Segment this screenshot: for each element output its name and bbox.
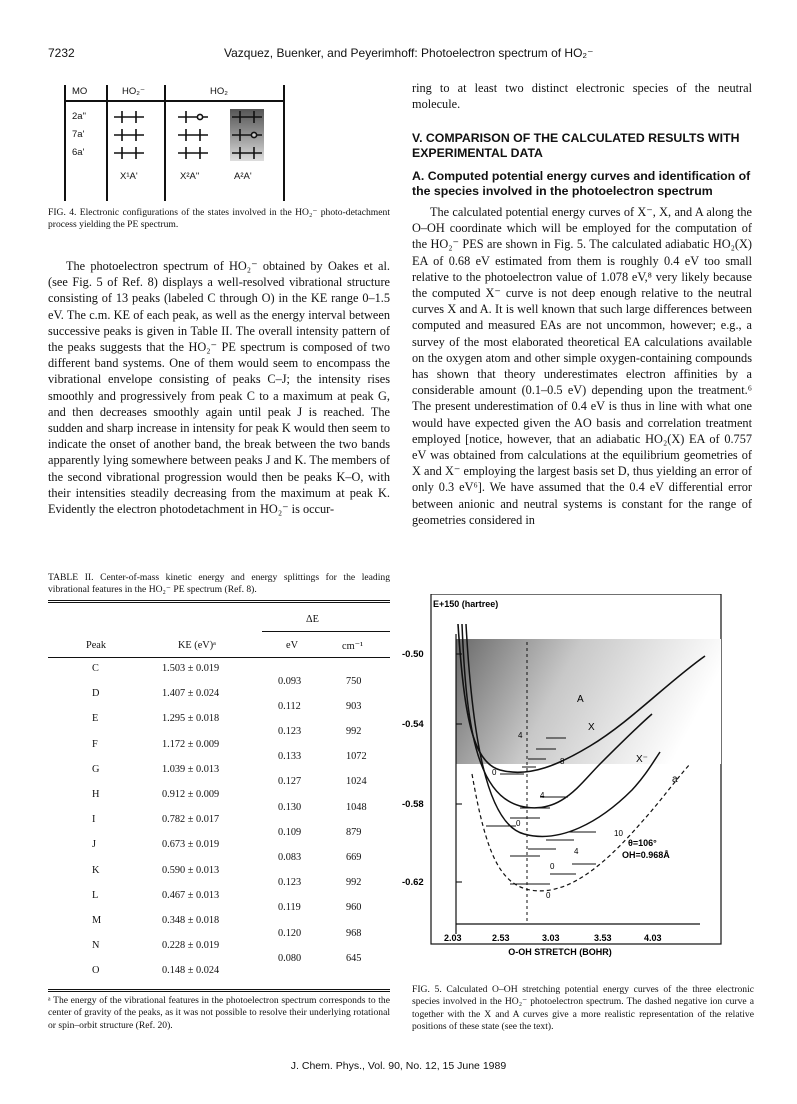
geometry-angle: θ=106°: [628, 838, 657, 848]
curve-label-a: A: [577, 694, 584, 705]
table-cell-peak: J: [92, 839, 97, 851]
table-cell-ev: 0.130: [278, 801, 302, 813]
state-label-x: X²A": [180, 171, 200, 182]
curve-label-x-anion: X⁻: [636, 754, 648, 765]
y-tick-label: -0.62: [402, 877, 424, 888]
table-cell-peak: G: [92, 763, 100, 775]
x-tick-label: 3.03: [542, 933, 560, 943]
table-top-rule-2: [48, 602, 390, 603]
level-label: 4: [540, 791, 545, 800]
geometry-oh: OH=0.968Å: [622, 850, 670, 860]
orbital-occupations: [64, 85, 286, 203]
running-title: Vazquez, Buenker, and Peyerimhoff: Photoelectron spectrum of HO₂⁻: [224, 46, 594, 60]
table-cell-ev: 0.123: [278, 877, 302, 889]
table-cell-ke: 0.148 ± 0.024: [162, 965, 220, 977]
table-cell-ev: 0.093: [278, 675, 302, 687]
delta-e-header: ΔE: [306, 614, 319, 625]
table-cell-ke: 0.912 ± 0.009: [162, 789, 220, 800]
table-cell-cm: 903: [346, 700, 362, 712]
y-tick-label: -0.50: [402, 649, 424, 660]
table-cell-ke: 0.228 ± 0.019: [162, 940, 220, 952]
level-label: 4: [518, 731, 523, 740]
table2-footnote: ᵃ The energy of the vibrational features in the photoelectron spectrum corresponds to the center of gravity of the peaks, as it was not possible to resolve their underlying rotational or spin–orbit structure (Ref. 20).: [48, 995, 390, 1031]
table-bottom-rule-2: [48, 991, 390, 992]
table-cell-cm: 992: [346, 877, 362, 889]
table-cell-ev: 0.083: [278, 852, 302, 863]
delta-e-rule: [262, 631, 390, 632]
fig4-mo-diagram: [64, 85, 286, 203]
fig5-geometry-note: [622, 838, 670, 860]
table-cell-cm: 960: [346, 902, 362, 914]
section-heading: V. COMPARISON OF THE CALCULATED RESULTS WITH EXPERIMENTAL DATA: [412, 131, 740, 160]
table-cell-peak: D: [92, 688, 100, 700]
table-cell-peak: L: [92, 889, 99, 901]
ho2-anion-col-header: HO₂⁻: [122, 86, 145, 97]
mo-col-header: MO: [72, 86, 88, 97]
level-label: 10: [614, 829, 623, 838]
table-cell-peak: M: [92, 915, 102, 926]
table-cell-cm: 669: [346, 852, 362, 863]
table-cell-ev: 0.120: [278, 927, 302, 939]
journal-footer: J. Chem. Phys., Vol. 90, No. 12, 15 June 1989: [290, 1060, 507, 1072]
table-cell-cm: 968: [346, 927, 362, 939]
y-tick-label: -0.54: [402, 719, 424, 730]
left-body-paragraph: The photoelectron spectrum of HO₂⁻ obtained by Oakes et al. (see Fig. 5 of Ref. 8) displays a well-resolved vibrational structure consisting of 13 peaks (labeled C through O) in the KE range 0–1.5 eV. The c.m. KE of each peak, as well as the energy interval between successive peaks is given in Table II. The overall intensity pattern of the peaks suggests that the HO₂⁻ PE spectrum is composed of two different band systems. One of them would seem to encompass the vibrational envelope consisting of peaks C–J; the intensity rises smoothly and progressively from peak C to a maximum at peak G, and then decreases smoothly again until peak J is reached. The sudden and sharp increase in intensity for peak K would then seem to indicate the onset of another band, the break between the two bands apparently lying somewhere between peaks J and K. The members of the second vibrational progression would then be peaks K–O, with their intensities steadily decreasing from the maximum at peak K. Evidently the electron photodetachment in HO₂⁻ is occur-: [48, 259, 390, 517]
table-top-rule: [48, 600, 390, 601]
table-cell-peak: H: [92, 789, 100, 800]
table-header-rule: [48, 657, 390, 658]
table-cell-ev: 0.127: [278, 776, 302, 788]
x-tick-label: 2.53: [492, 933, 510, 943]
table-cell-cm: 1024: [346, 776, 367, 788]
table-cell-ev: 0.119: [278, 902, 301, 914]
x-tick-label: 4.03: [644, 933, 662, 943]
curve-label-x: X: [588, 722, 595, 733]
right-continuation-text: ring to at least two distinct electronic species of the neutral molecule.: [412, 81, 752, 112]
level-label: 0: [546, 891, 551, 900]
fig5-potential-curves: [400, 594, 752, 984]
table-cell-cm: 992: [346, 726, 362, 737]
fig5-x-title: O-OH STRETCH (BOHR): [508, 947, 612, 957]
table-cell-ev: 0.112: [278, 700, 301, 712]
ke-col-header: KE (eV)ᵃ: [178, 640, 216, 651]
fig5-y-tick-labels: [402, 649, 424, 888]
table-cell-ke: 1.039 ± 0.013: [162, 763, 220, 775]
level-label: 0: [550, 862, 555, 871]
level-label: 8: [560, 757, 565, 766]
level-label: 4: [574, 847, 579, 856]
orbital-label: 6a': [72, 147, 85, 158]
table-cell-ke: 1.407 ± 0.024: [162, 688, 220, 700]
level-label: 0: [516, 819, 521, 828]
page-number: 7232: [48, 46, 75, 60]
table-cell-cm: 645: [346, 952, 362, 964]
table-cell-ev: 0.080: [278, 952, 302, 964]
ev-col-header: eV: [286, 640, 299, 651]
table-cell-cm: 1072: [346, 751, 367, 763]
ho2-a-levels: [232, 111, 262, 159]
right-body-paragraph: The calculated potential energy curves of X⁻, X, and A along the O–OH coordinate which will be employed for the computation of the HO₂⁻ PES are shown in Fig. 5. The calculated adiabatic HO₂(X) EA of 0.68 eV estimated from them is roughly 0.4 eV too small relative to the photoelectron value of 1.078 eV,⁸ very likely because the computed X⁻ curve is not deep enough relative to the neutral curves X and A. It is well known that such large differences between computed and measured EAs are not uncommon, however; e.g., a survey of the most elaborated theoretical EA calculations available on the oxygen atom and other simple oxygen-containing compounds has shown that theory underestimates electron affinities by a considerable amount (0.1–0.5 eV) depending upon the treatment.⁶ The present underestimation of 0.4 eV is thus in line with what one would have expected given the AO basis and correlation treatment employed [notice, however, that an adiabatic HO₂(X) EA of 0.757 eV was obtained from calculations at the equilibrium geometries of X and X⁻ employing the largest basis set D, thus yielding an error of only 0.3 eV⁶]. We have assumed that the 0.4 eV differential error between anionic and neutral systems is constant for the range of geometries considered in: [412, 205, 752, 527]
y-tick-label: -0.58: [402, 799, 424, 810]
orbital-label: 7a': [72, 129, 85, 140]
table2-caption: TABLE II. Center-of-mass kinetic energy and energy splittings for the leading vibrational features in the HO₂⁻ PE spectrum (Ref. 8).: [48, 572, 390, 596]
table-cell-peak: F: [92, 738, 98, 750]
curve-label-a-dashed: a: [672, 774, 678, 785]
peak-col-header: Peak: [86, 640, 107, 651]
fig5-caption: FIG. 5. Calculated O–OH stretching potential energy curves of the three electronic species involved in the HO₂⁻ photoelectron spectrum. The dashed negative ion curve a together with the X and A curves give a more realistic representation of the relative positions of these state (see the text).: [412, 984, 754, 1032]
fig5-y-title: E+150 (hartree): [433, 599, 499, 609]
ho2-anion-levels: [114, 111, 144, 159]
orbital-label: 2a": [72, 111, 86, 122]
table-cell-ke: 0.348 ± 0.018: [162, 915, 220, 926]
table-cell-cm: 750: [346, 675, 362, 687]
fig4-caption: FIG. 4. Electronic configurations of the states involved in the HO₂⁻ photo-detachment process yielding the PE spectrum.: [48, 207, 390, 231]
table-cell-peak: N: [92, 940, 100, 952]
table-bottom-rule: [48, 989, 390, 990]
table-cell-ke: 1.503 ± 0.019: [162, 663, 220, 674]
table-cell-peak: O: [92, 965, 100, 977]
table-cell-ke: 0.673 ± 0.019: [162, 839, 220, 851]
state-label-a: A²A': [234, 171, 252, 182]
table-cell-peak: E: [92, 713, 99, 725]
table-cell-peak: I: [92, 814, 96, 826]
x-tick-label: 3.53: [594, 933, 612, 943]
table-cell-peak: C: [92, 663, 99, 674]
table-cell-ke: 1.172 ± 0.009: [162, 738, 220, 750]
table-cell-ev: 0.123: [278, 726, 302, 737]
level-label: 0: [492, 768, 497, 777]
fig5-shaded-region: [456, 639, 721, 764]
table-cell-peak: K: [92, 864, 100, 876]
table-cell-cm: 1048: [346, 801, 367, 813]
table-cell-ke: 0.467 ± 0.013: [162, 889, 220, 901]
table-cell-ke: 1.295 ± 0.018: [162, 713, 220, 725]
state-label-x-anion: X¹A': [120, 171, 138, 182]
ho2-x-levels: [178, 111, 208, 159]
table-cell-ev: 0.109: [278, 826, 302, 838]
subsection-heading: A. Computed potential energy curves and identification of the species involved in the photoelectron spectrum: [412, 169, 751, 198]
table-cell-ev: 0.133: [278, 751, 302, 763]
table-cell-ke: 0.590 ± 0.013: [162, 864, 220, 876]
table-cell-cm: 879: [346, 826, 362, 838]
ho2-col-header: HO₂: [210, 86, 228, 97]
x-tick-label: 2.03: [444, 933, 462, 943]
cm-col-header: cm⁻¹: [342, 641, 364, 652]
table-cell-ke: 0.782 ± 0.017: [162, 814, 220, 826]
fig5-x-tick-labels: [444, 933, 662, 943]
